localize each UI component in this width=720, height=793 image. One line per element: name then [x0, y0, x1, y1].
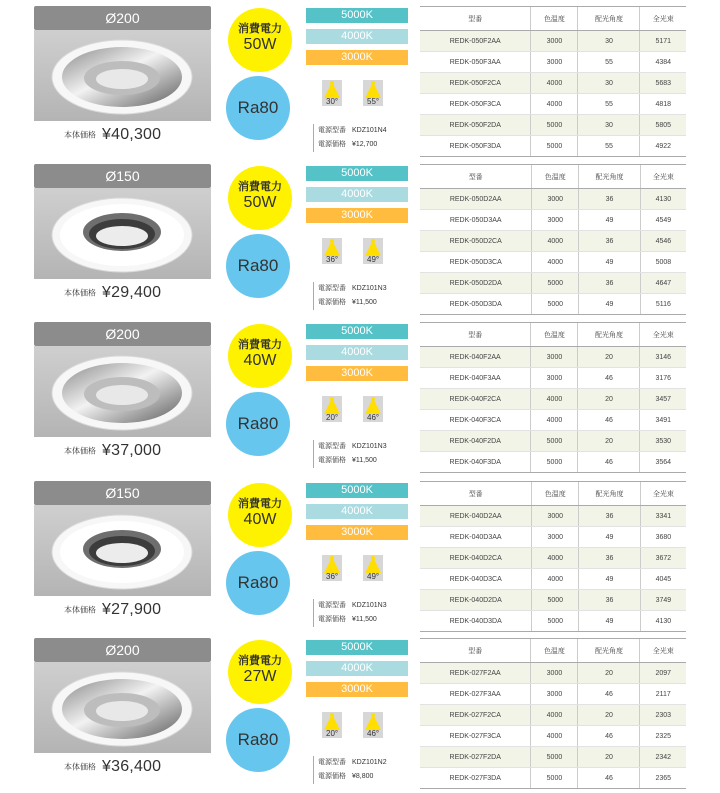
table-cell: REDK-040F2DA [420, 431, 531, 452]
power-supply-info [313, 124, 413, 152]
downlight-photo [34, 188, 211, 279]
table-cell: 3749 [640, 590, 686, 611]
power-model-value: KDZ101N3 [352, 443, 387, 450]
table-row [420, 189, 686, 210]
table-cell: REDK-040D3DA [420, 611, 532, 632]
table-header: 配光角度 [578, 7, 640, 31]
table-cell: 3530 [640, 431, 686, 452]
table-cell: 36 [579, 506, 641, 527]
table-header: 配光角度 [578, 639, 640, 663]
table-header: 配光角度 [578, 323, 640, 347]
table-cell: 5171 [640, 31, 686, 52]
table-cell: REDK-027F3DA [420, 768, 531, 789]
table-cell: REDK-040F2CA [420, 389, 531, 410]
product-section [0, 316, 720, 473]
table-cell: REDK-050F3AA [420, 52, 531, 73]
color-temp-bar-3000k: 3000K [306, 50, 408, 65]
table-cell: REDK-040D2AA [420, 506, 532, 527]
product-image [34, 188, 211, 279]
table-cell: 5000 [531, 747, 578, 768]
table-cell: REDK-050F3CA [420, 94, 531, 115]
table-cell: 30 [578, 115, 640, 136]
table-cell: 49 [579, 210, 641, 231]
table-cell: 5116 [640, 294, 686, 315]
table-cell: 30 [578, 31, 640, 52]
table-cell: 46 [578, 726, 640, 747]
body-price-label: 本体価格 [64, 446, 96, 456]
table-cell: 55 [578, 52, 640, 73]
beam-angle-wide [363, 555, 383, 581]
table-row [420, 94, 686, 115]
ra-badge: Ra80 [226, 708, 290, 772]
table-header: 型番 [420, 7, 531, 31]
beam-angle-narrow [322, 396, 342, 422]
table-cell: 4922 [640, 136, 686, 157]
beam-angle-value: 55° [367, 97, 380, 106]
table-cell: REDK-050F3DA [420, 136, 531, 157]
body-price-value: ¥40,300 [102, 126, 162, 143]
table-cell: 3000 [531, 368, 578, 389]
color-temp-bar-3000k: 3000K [306, 208, 408, 223]
table-cell: 4000 [531, 410, 578, 431]
table-row [420, 569, 686, 590]
power-model-label: 電源型番 [318, 443, 346, 450]
table-row [420, 52, 686, 73]
product-image [34, 505, 211, 596]
table-header: 配光角度 [579, 165, 641, 189]
power-consumption-badge [228, 483, 292, 547]
power-price-label: 電源価格 [318, 457, 346, 464]
table-cell: 3000 [531, 684, 578, 705]
table-cell: REDK-050D3DA [420, 294, 532, 315]
body-price-value: ¥29,400 [102, 284, 162, 301]
diameter-header: Ø200 [34, 6, 211, 30]
table-cell: 2097 [640, 663, 686, 684]
table-row [420, 273, 686, 294]
beam-angle-wide [363, 396, 383, 422]
body-price-label: 本体価格 [64, 762, 96, 772]
table-cell: 4818 [640, 94, 686, 115]
table-cell: 2303 [640, 705, 686, 726]
table-cell: 4000 [531, 389, 578, 410]
power-label: 消費電力 [238, 23, 282, 35]
table-cell: 3564 [640, 452, 686, 473]
table-cell: 3491 [640, 410, 686, 431]
downlight-photo [34, 662, 211, 753]
table-header: 色温度 [532, 165, 579, 189]
power-value: 27W [243, 668, 277, 685]
power-price-value: ¥11,500 [352, 299, 377, 306]
table-cell: 46 [578, 410, 640, 431]
beam-angle-value: 36° [326, 572, 339, 581]
table-cell: REDK-040D2DA [420, 590, 532, 611]
table-cell: 4647 [640, 273, 686, 294]
color-temp-bar-3000k: 3000K [306, 682, 408, 697]
spec-table [420, 6, 686, 157]
body-price-value: ¥36,400 [102, 758, 162, 775]
table-row [420, 115, 686, 136]
beam-angle-value: 46° [367, 729, 380, 738]
power-price-label: 電源価格 [318, 616, 346, 623]
color-temp-bar-5000k: 5000K [306, 483, 408, 498]
color-temp-bar-3000k: 3000K [306, 525, 408, 540]
table-cell: 36 [579, 273, 641, 294]
table-row [420, 663, 686, 684]
table-cell: REDK-040D3CA [420, 569, 532, 590]
power-model-label: 電源型番 [318, 602, 346, 609]
table-cell: 36 [579, 231, 641, 252]
table-cell: REDK-040F3DA [420, 452, 531, 473]
table-cell: REDK-027F3AA [420, 684, 531, 705]
table-cell: 36 [579, 548, 641, 569]
power-price-label: 電源価格 [318, 299, 346, 306]
table-header-row [420, 165, 686, 189]
table-cell: 5008 [640, 252, 686, 273]
diameter-header: Ø150 [34, 164, 211, 188]
table-cell: 49 [579, 527, 641, 548]
table-cell: 46 [578, 368, 640, 389]
table-cell: 4130 [640, 189, 686, 210]
body-price-label: 本体価格 [64, 605, 96, 615]
power-price-value: ¥11,500 [352, 457, 377, 464]
downlight-photo [34, 30, 211, 121]
table-row [420, 252, 686, 273]
diameter-header: Ø150 [34, 481, 211, 505]
table-row [420, 726, 686, 747]
table-cell: 2117 [640, 684, 686, 705]
table-cell: 3457 [640, 389, 686, 410]
table-cell: 4000 [532, 569, 579, 590]
diameter-header: Ø200 [34, 322, 211, 346]
table-cell: 20 [578, 705, 640, 726]
table-cell: 46 [578, 768, 640, 789]
table-cell: 5683 [640, 73, 686, 94]
color-temp-bar-4000k: 4000K [306, 29, 408, 44]
table-row [420, 410, 686, 431]
ra-badge: Ra80 [226, 234, 290, 298]
ra-badge: Ra80 [226, 392, 290, 456]
product-section [0, 475, 720, 632]
table-header-row [420, 639, 686, 663]
table-cell: 49 [579, 294, 641, 315]
power-supply-info [313, 282, 413, 310]
table-cell: REDK-027F3CA [420, 726, 531, 747]
table-header: 配光角度 [579, 482, 641, 506]
power-label: 消費電力 [238, 655, 282, 667]
table-cell: 4000 [532, 231, 579, 252]
table-cell: REDK-050D2CA [420, 231, 532, 252]
table-cell: REDK-040F3AA [420, 368, 531, 389]
spec-table [420, 481, 686, 632]
body-price-value: ¥27,900 [102, 601, 162, 618]
power-price-label: 電源価格 [318, 773, 346, 780]
power-price-label: 電源価格 [318, 141, 346, 148]
power-label: 消費電力 [238, 181, 282, 193]
color-temp-bar-5000k: 5000K [306, 166, 408, 181]
table-cell: 5805 [640, 115, 686, 136]
table-row [420, 347, 686, 368]
product-section [0, 632, 720, 789]
product-section [0, 0, 720, 157]
table-header: 色温度 [531, 639, 578, 663]
table-cell: 46 [578, 452, 640, 473]
table-cell: REDK-050D2AA [420, 189, 532, 210]
table-cell: REDK-040D3AA [420, 527, 532, 548]
color-temp-bar-4000k: 4000K [306, 187, 408, 202]
power-consumption-badge [228, 166, 292, 230]
body-price [64, 284, 244, 306]
table-cell: REDK-050F2AA [420, 31, 531, 52]
table-header: 型番 [420, 323, 531, 347]
table-cell: 3672 [640, 548, 686, 569]
table-cell: 30 [578, 73, 640, 94]
beam-angle-narrow [322, 238, 342, 264]
power-model-value: KDZ101N3 [352, 602, 387, 609]
table-row [420, 294, 686, 315]
power-value: 50W [243, 194, 277, 211]
table-cell: 5000 [532, 294, 579, 315]
table-cell: 2325 [640, 726, 686, 747]
power-supply-info [313, 440, 413, 468]
table-cell: REDK-027F2CA [420, 705, 531, 726]
product-section [0, 158, 720, 315]
table-cell: REDK-050D3AA [420, 210, 532, 231]
table-cell: 3000 [532, 527, 579, 548]
table-cell: 4546 [640, 231, 686, 252]
table-cell: 4549 [640, 210, 686, 231]
table-header: 色温度 [532, 482, 579, 506]
power-price-value: ¥8,800 [352, 773, 374, 780]
color-temp-bar-4000k: 4000K [306, 661, 408, 676]
table-header: 色温度 [531, 323, 578, 347]
table-cell: 4000 [531, 705, 578, 726]
beam-angle-narrow [322, 712, 342, 738]
table-header-row [420, 482, 686, 506]
power-consumption-badge [228, 640, 292, 704]
beam-angle-value: 20° [326, 729, 339, 738]
table-cell: 20 [578, 431, 640, 452]
table-cell: 3000 [531, 31, 578, 52]
beam-angle-value: 49° [367, 572, 380, 581]
body-price [64, 126, 244, 148]
product-image [34, 346, 211, 437]
power-model-value: KDZ101N2 [352, 759, 387, 766]
table-cell: 3000 [532, 189, 579, 210]
body-price-label: 本体価格 [64, 130, 96, 140]
table-cell: 3000 [531, 347, 578, 368]
table-header-row [420, 7, 686, 31]
table-cell: REDK-050D3CA [420, 252, 532, 273]
table-header: 全光束 [640, 165, 686, 189]
table-header: 型番 [420, 482, 532, 506]
table-header-row [420, 323, 686, 347]
beam-angle-value: 49° [367, 255, 380, 264]
table-header: 型番 [420, 165, 532, 189]
table-cell: 46 [578, 684, 640, 705]
table-cell: 4000 [532, 548, 579, 569]
table-cell: 55 [578, 136, 640, 157]
table-cell: 36 [579, 189, 641, 210]
table-cell: REDK-027F2AA [420, 663, 531, 684]
power-model-value: KDZ101N3 [352, 285, 387, 292]
table-cell: 3341 [640, 506, 686, 527]
table-header: 全光束 [640, 639, 686, 663]
table-cell: 5000 [531, 115, 578, 136]
power-supply-info [313, 756, 413, 784]
power-model-value: KDZ101N4 [352, 127, 387, 134]
table-cell: REDK-040F3CA [420, 410, 531, 431]
beam-angle-value: 30° [326, 97, 339, 106]
beam-angle-wide [363, 712, 383, 738]
table-row [420, 768, 686, 789]
table-cell: 20 [578, 663, 640, 684]
table-cell: 5000 [531, 452, 578, 473]
table-row [420, 548, 686, 569]
body-price-value: ¥37,000 [102, 442, 162, 459]
power-model-label: 電源型番 [318, 285, 346, 292]
table-row [420, 506, 686, 527]
body-price [64, 601, 244, 623]
table-cell: 49 [579, 611, 641, 632]
power-supply-info [313, 599, 413, 627]
beam-angle-narrow [322, 555, 342, 581]
table-cell: 5000 [532, 590, 579, 611]
table-row [420, 431, 686, 452]
table-row [420, 747, 686, 768]
downlight-photo [34, 346, 211, 437]
table-header: 全光束 [640, 7, 686, 31]
power-consumption-badge [228, 8, 292, 72]
table-cell: 49 [579, 252, 641, 273]
color-temp-bar-4000k: 4000K [306, 504, 408, 519]
power-value: 40W [243, 511, 277, 528]
table-cell: REDK-050F2CA [420, 73, 531, 94]
color-temp-bar-5000k: 5000K [306, 324, 408, 339]
table-header: 全光束 [640, 323, 686, 347]
table-row [420, 231, 686, 252]
table-cell: 4000 [531, 73, 578, 94]
table-cell: 5000 [531, 768, 578, 789]
table-header: 色温度 [531, 7, 578, 31]
beam-angle-wide [363, 238, 383, 264]
power-model-label: 電源型番 [318, 127, 346, 134]
table-cell: 20 [578, 347, 640, 368]
table-row [420, 31, 686, 52]
table-cell: 5000 [532, 273, 579, 294]
table-row [420, 368, 686, 389]
table-cell: 5000 [532, 611, 579, 632]
power-model-label: 電源型番 [318, 759, 346, 766]
table-cell: 4384 [640, 52, 686, 73]
table-cell: 4000 [531, 726, 578, 747]
spec-table [420, 638, 686, 789]
table-cell: 4045 [640, 569, 686, 590]
color-temp-bar-3000k: 3000K [306, 366, 408, 381]
table-cell: REDK-040D2CA [420, 548, 532, 569]
power-price-value: ¥11,500 [352, 616, 377, 623]
body-price [64, 758, 244, 780]
table-cell: REDK-050D2DA [420, 273, 532, 294]
table-cell: REDK-050F2DA [420, 115, 531, 136]
power-value: 50W [243, 36, 277, 53]
table-cell: 55 [578, 94, 640, 115]
table-row [420, 452, 686, 473]
beam-angle-value: 20° [326, 413, 339, 422]
table-cell: 20 [578, 389, 640, 410]
spec-table [420, 322, 686, 473]
table-cell: 3000 [532, 210, 579, 231]
table-cell: 2342 [640, 747, 686, 768]
table-cell: 3680 [640, 527, 686, 548]
table-header: 型番 [420, 639, 531, 663]
table-row [420, 210, 686, 231]
table-cell: 49 [579, 569, 641, 590]
body-price [64, 442, 244, 464]
ra-badge: Ra80 [226, 551, 290, 615]
power-value: 40W [243, 352, 277, 369]
table-row [420, 136, 686, 157]
table-cell: 3000 [531, 663, 578, 684]
table-cell: 36 [579, 590, 641, 611]
power-price-value: ¥12,700 [352, 141, 378, 148]
beam-angle-wide [363, 80, 383, 106]
table-cell: 20 [578, 747, 640, 768]
power-label: 消費電力 [238, 498, 282, 510]
table-row [420, 73, 686, 94]
color-temp-bar-5000k: 5000K [306, 8, 408, 23]
beam-angle-narrow [322, 80, 342, 106]
table-cell: 3146 [640, 347, 686, 368]
spec-table [420, 164, 686, 315]
beam-angle-value: 36° [326, 255, 339, 264]
beam-angle-value: 46° [367, 413, 380, 422]
table-cell: 2365 [640, 768, 686, 789]
diameter-header: Ø200 [34, 638, 211, 662]
power-consumption-badge [228, 324, 292, 388]
table-cell: REDK-040F2AA [420, 347, 531, 368]
ra-badge: Ra80 [226, 76, 290, 140]
table-cell: 3176 [640, 368, 686, 389]
table-cell: 4000 [532, 252, 579, 273]
table-cell: 3000 [532, 506, 579, 527]
body-price-label: 本体価格 [64, 288, 96, 298]
table-row [420, 705, 686, 726]
table-cell: 5000 [531, 136, 578, 157]
power-label: 消費電力 [238, 339, 282, 351]
table-cell: 4130 [640, 611, 686, 632]
table-cell: REDK-027F2DA [420, 747, 531, 768]
color-temp-bar-4000k: 4000K [306, 345, 408, 360]
table-header: 全光束 [640, 482, 686, 506]
product-image [34, 30, 211, 121]
table-row [420, 611, 686, 632]
downlight-photo [34, 505, 211, 596]
table-cell: 4000 [531, 94, 578, 115]
color-temp-bar-5000k: 5000K [306, 640, 408, 655]
product-image [34, 662, 211, 753]
table-row [420, 684, 686, 705]
table-cell: 3000 [531, 52, 578, 73]
table-row [420, 590, 686, 611]
table-row [420, 527, 686, 548]
table-cell: 5000 [531, 431, 578, 452]
table-row [420, 389, 686, 410]
